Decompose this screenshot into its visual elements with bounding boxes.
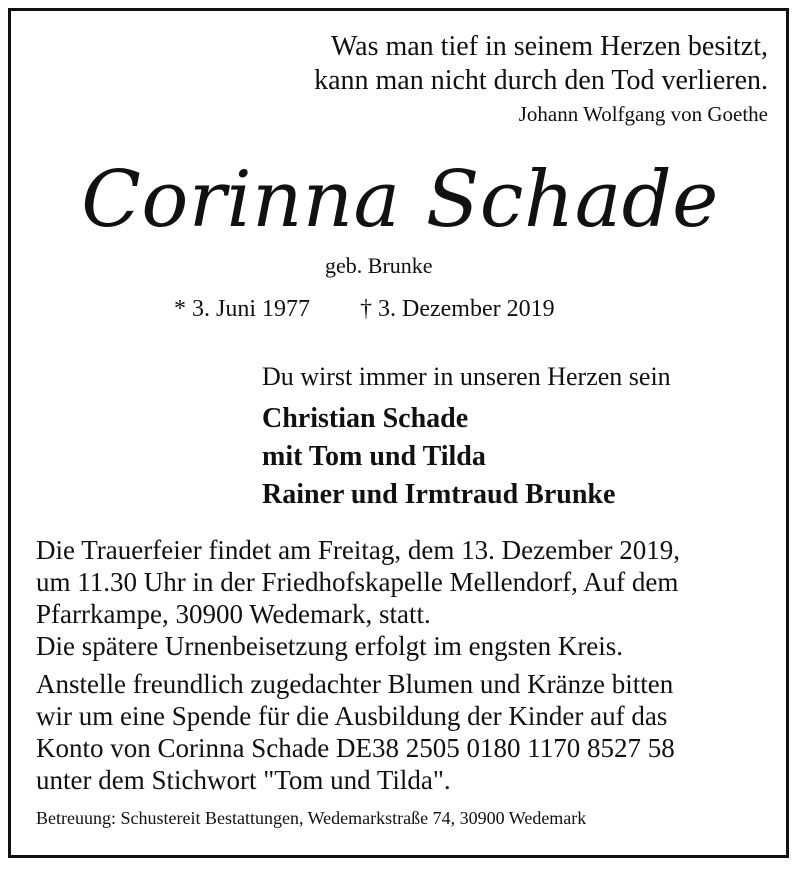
donation-line: wir um eine Spende für die Ausbildung der Kinder auf das [36, 701, 668, 731]
undertaker-footer: Betreuung: Schustereit Bestattungen, Wedemarkstraße 74, 30900 Wedemark [36, 808, 587, 828]
death-date: † 3. Dezember 2019 [360, 296, 555, 322]
donation-paragraph [36, 668, 766, 796]
funeral-line: Pfarrkampe, 30900 Wedemark, statt. [36, 599, 431, 629]
goethe-quote [314, 30, 768, 128]
deceased-name: Corinna Schade [81, 155, 719, 245]
funeral-line: Die spätere Urnenbeisetzung erfolgt im engsten Kreis. [36, 631, 624, 661]
mourner-line: Christian Schade [262, 403, 469, 434]
mourner-line: mit Tom und Tilda [262, 441, 486, 472]
donation-line: Anstelle freundlich zugedachter Blumen und Kränze bitten [36, 669, 674, 699]
funeral-line: um 11.30 Uhr in der Friedhofskapelle Mellendorf, Auf dem [36, 567, 679, 597]
funeral-paragraph [36, 534, 766, 662]
quote-line-1: Was man tief in seinem Herzen besitzt, [330, 31, 768, 62]
mourner-line: Rainer und Irmtraud Brunke [262, 479, 616, 510]
birth-date: * 3. Juni 1977 [174, 296, 311, 322]
quote-author: Johann Wolfgang von Goethe [518, 102, 768, 126]
quote-line-2: kann man nicht durch den Tod verlieren. [314, 65, 768, 96]
life-dates [174, 294, 555, 324]
donation-line: unter dem Stichwort "Tom und Tilda". [36, 765, 451, 795]
family-block [262, 360, 671, 514]
funeral-line: Die Trauerfeier findet am Freitag, dem 13. Dezember 2019, [36, 535, 681, 565]
birth-name: geb. Brunke [325, 253, 433, 278]
donation-line: Konto von Corinna Schade DE38 2505 0180 1170 8527 58 [36, 733, 675, 763]
family-intro: Du wirst immer in unseren Herzen sein [262, 362, 671, 391]
